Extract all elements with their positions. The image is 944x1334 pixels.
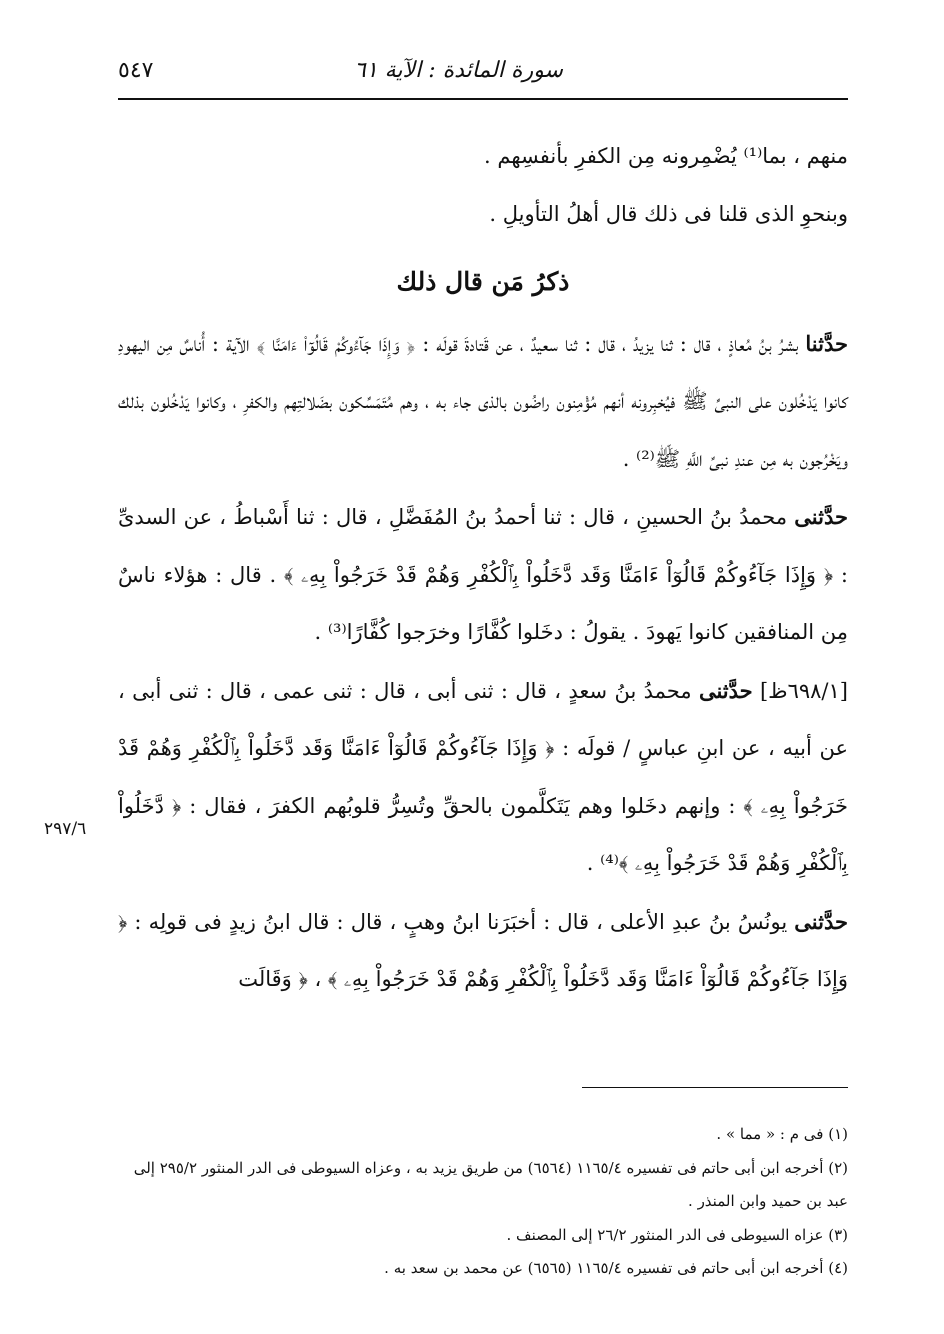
manuscript-ref: [٦٩٨/١ظ] (752, 678, 848, 703)
paragraph-2: وبنحوِ الذى قلنا فى ذلك قال أهلُ التأويلِ . (489, 201, 848, 226)
paragraph-3 (118, 315, 848, 489)
footnote-3: (٣) عزاه السيوطى فى الدر المنثور ٢٦/٢ إلى المصنف . (506, 1225, 848, 1244)
running-title: سورة المائدة : الآية ٦١ (354, 58, 563, 83)
paragraph-5-text: محمدُ بنُ سعدٍ ، قال : ثنى أبى ، قال : ثنى عمى ، قال : ثنى أبى ، عن أبيه ، عن ابنِ عباسٍ / قولَه : ﴿ وَإِذَا جَآءُوكُمْ قَالُوٓاْ ءَامَنَّا وَقَد دَّخَلُواْ بِٱلْكُفْرِ وَهُمْ قَدْ خَرَجُواْ بِهِۦ ﴾ : وإنهم دخَلوا وهم يَتَكلَّمون بالحقِّ وتُسِرُّ قلوبُهم الكفرَ ، فقال : ﴿ دَّخَلُواْ بِٱلْكُفْرِ وَهُمْ قَدْ خَرَجُواْ بِهِۦ ﴾⁽⁴⁾ . (118, 678, 848, 875)
page-number: ٥٤٧ (118, 58, 154, 83)
footnote-2: (٢) أخرجه ابن أبى حاتم فى تفسيره ١١٦٥/٤ (٦٥٦٤) من طريق يزيد به ، وعزاه السيوطى فى الدر المنثور ٢٩٥/٢ إلى عبد بن حميد وابن المنذر . (133, 1158, 848, 1210)
footnote-1: (١) فى م : « مما » . (716, 1125, 848, 1143)
section-heading: ذكرُ مَن قال ذلك (396, 267, 570, 296)
paragraph-5 (118, 662, 848, 893)
isnad-lead: حدَّثنى (794, 504, 848, 529)
paragraph-6-text: يونُسُ بنُ عبدِ الأعلى ، قال : أخبَرَنا ابنُ وهبٍ ، قال : قال ابنُ زيدٍ فى قولِه : ﴿ وَإِذَا جَآءُوكُمْ قَالُوٓاْ ءَامَنَّا وَقَد دَّخَلُواْ بِٱلْكُفْرِ وَهُمْ قَدْ خَرَجُواْ بِهِۦ ﴾ ، ﴿ وَقَالَت (118, 909, 848, 991)
header-divider (118, 98, 848, 100)
paragraph-6 (118, 893, 848, 1009)
footnote-divider (582, 1087, 848, 1088)
isnad-lead: حدَّثنا (805, 330, 848, 356)
main-text (118, 128, 848, 1009)
paragraph-4-text: محمدُ بنُ الحسينِ ، قال : ثنا أحمدُ بنُ المُفَضَّلِ ، قال : ثنا أَسْباطُ ، عن السدىِّ : ﴿ وَإِذَا جَآءُوكُمْ قَالُوٓاْ ءَامَنَّا وَقَد دَّخَلُواْ بِٱلْكُفْرِ وَهُمْ قَدْ خَرَجُواْ بِهِۦ ﴾ . قال : هؤلاء ناسٌ مِن المنافقين كانوا يَهودَ . يقولُ : دخَلوا كُفَّارًا وخرَجوا كُفَّارًا⁽³⁾ . (118, 505, 848, 644)
paragraph-3-text: بشرُ بنُ مُعاذٍ ، قال : ثنا يزيدُ ، قال : ثنا سعيدٌ ، عن قَتادةَ قولَه : ﴿ وَإِذَا جَآءُوكُمْ قَالُوٓاْ ءَامَنَّا ﴾ الآية : أُناسٌ مِن اليهودِ كانوا يَدْخُلون على النبىِّ ﷺ فيُخبِرونه أنهم مُؤْمِنون راضُون بالذى جاء به ، وهم مُتَمَسِّكون بضَلالتِهم والكفرِ ، وكانوا يَدْخُلون بذلك ويَخْرُجون به مِن عندِ نبىِّ اللَّهِ ﷺ⁽²⁾ . (118, 331, 848, 471)
paragraph-1: منهم ، بما⁽¹⁾ يُضْمِرونه مِن الكفرِ بأنفسِهم . (484, 144, 848, 168)
running-header (118, 52, 848, 96)
footnotes (118, 1118, 848, 1286)
paragraph-4 (118, 488, 848, 662)
margin-reference: ٢٩٧/٦ (44, 819, 87, 839)
footnote-4: (٤) أخرجه ابن أبى حاتم فى تفسيره ١١٦٥/٤ (٦٥٦٥) عن محمد بن سعد به . (384, 1259, 848, 1277)
isnad-lead: حدَّثنى (794, 908, 848, 934)
isnad-lead: حدَّثنى (698, 677, 753, 703)
